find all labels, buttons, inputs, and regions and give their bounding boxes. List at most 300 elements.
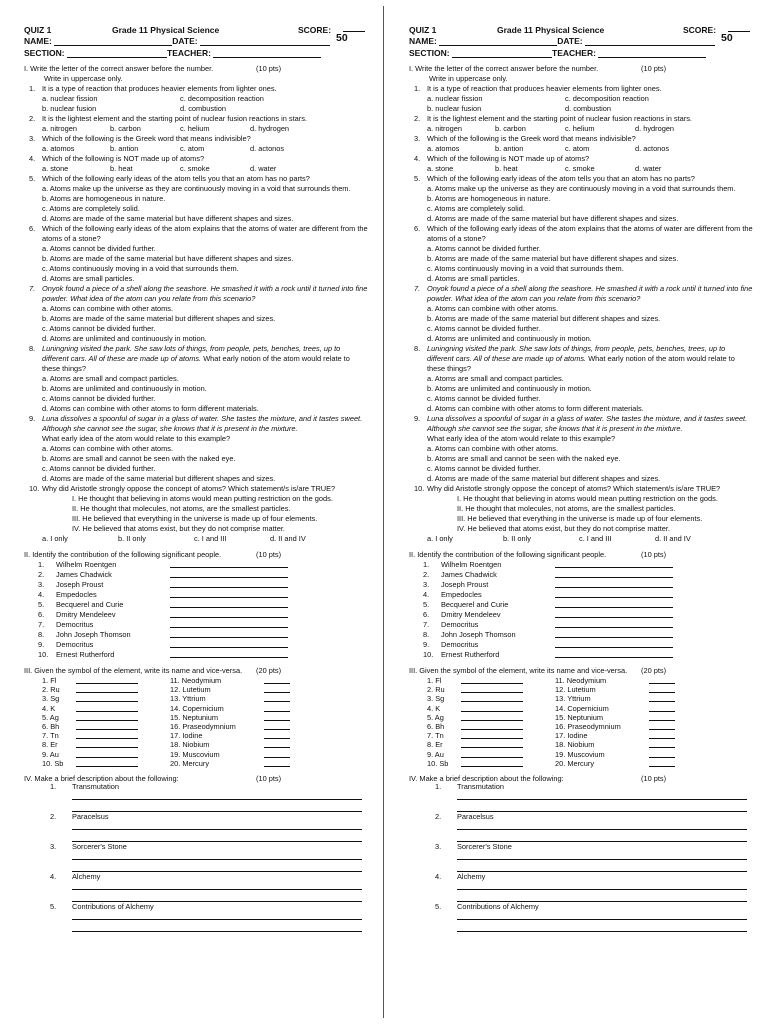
question-2 (24, 114, 369, 124)
choice-b: b. Atoms are unlimited and continuously in motion. (427, 384, 592, 393)
choice-b: b. Atoms are homogeneous in nature. (42, 194, 166, 203)
choice-b: b. Atoms are made of the same material but different shapes and sizes. (42, 314, 276, 323)
answer-blank[interactable] (461, 741, 523, 748)
answer-blank[interactable] (264, 751, 290, 758)
choice-a: a. Atoms can combine with other atoms. (427, 304, 559, 313)
answer-blank[interactable] (555, 620, 673, 628)
part1-title: I. Write the letter of the correct answer before the number. (409, 64, 599, 73)
element-row (24, 759, 369, 768)
item-number: 2. (423, 570, 430, 579)
element-item: 19. Muscovium (555, 749, 605, 759)
answer-blank[interactable] (76, 760, 138, 767)
description-item (409, 812, 754, 842)
element-item: 1. Fl (42, 676, 57, 685)
description-item (24, 902, 369, 932)
answer-blank[interactable] (170, 610, 288, 618)
question-1 (409, 84, 754, 94)
answer-blank[interactable] (461, 714, 523, 721)
choice-c: c. decomposition reaction (565, 94, 649, 103)
topic-name: Transmutation (457, 782, 504, 791)
choice-c: c. Atoms cannot be divided further. (427, 324, 541, 333)
part2-title: II. Identify the contribution of the following significant people. (24, 550, 222, 559)
element-item: 7. Tn (427, 731, 444, 741)
part-2 (24, 550, 369, 660)
person-name: Empedocles (441, 590, 482, 599)
statement-iii: III. He believed that everything in the universe is made up of four elements. (457, 514, 703, 523)
choice-d: d. actonos (250, 144, 285, 153)
choice-c: c. smoke (180, 164, 210, 173)
answer-blank[interactable] (555, 610, 673, 618)
question-5 (409, 174, 754, 184)
answer-line[interactable] (72, 829, 362, 830)
answer-blank[interactable] (170, 580, 288, 588)
item-number: 5. (50, 902, 57, 911)
answer-line[interactable] (457, 829, 747, 830)
answer-blank[interactable] (649, 677, 675, 684)
choice-a: a. nitrogen (42, 124, 77, 133)
subject-title: Grade 11 Physical Science (497, 25, 605, 35)
element-row (24, 722, 369, 731)
part-2 (409, 550, 754, 660)
choice-b: b. Atoms are homogeneous in nature. (427, 194, 551, 203)
statement-i: I. He thought that believing in atoms would mean putting restriction on the gods. (72, 494, 333, 503)
choice-c: c. helium (180, 124, 210, 133)
answer-blank[interactable] (76, 751, 138, 758)
section-field[interactable] (452, 49, 552, 58)
q-number: 5. (414, 174, 421, 183)
answer-blank[interactable] (461, 723, 523, 730)
q-text: Luna dissolves a spoonful of sugar in a glass of water. She tastes the mixture, and it tastes sweet. Although she cannot see the sugar, she knows that it is present in the mixture. (427, 414, 748, 433)
page-divider (383, 6, 384, 1018)
choice-d: d. actonos (635, 144, 670, 153)
choice-a: a. Atoms cannot be divided further. (427, 244, 541, 253)
description-item (24, 782, 369, 812)
date-field[interactable] (585, 37, 715, 46)
teacher-field[interactable] (213, 49, 321, 58)
answer-blank[interactable] (264, 686, 290, 693)
element-row (409, 676, 754, 685)
item-number: 1. (50, 782, 57, 791)
topic-name: Contributions of Alchemy (457, 902, 539, 911)
element-row (24, 731, 369, 740)
q-text: Onyok found a piece of a shell along the seashore. He smashed it with a rock until it turned into fine powder. What idea of the atom can you relate from this scenario? (427, 284, 753, 303)
person-name: Ernest Rutherford (56, 650, 115, 659)
part1-subtitle: Write in uppercase only. (44, 74, 123, 83)
person-item (24, 600, 369, 610)
element-item: 1. Fl (427, 676, 442, 685)
element-item: 15. Neptunium (555, 712, 604, 722)
subject-title: Grade 11 Physical Science (112, 25, 220, 35)
person-item (24, 580, 369, 590)
section-field[interactable] (67, 49, 167, 58)
element-item: 3. Sg (427, 694, 445, 704)
question-9 (409, 414, 754, 444)
choice-b: b. Atoms are small and cannot be seen with the naked eye. (427, 454, 621, 463)
choice-d: d. Atoms are made of the same material but have different shapes and sizes. (427, 214, 679, 223)
choice-a: a. Atoms can combine with other atoms. (42, 444, 174, 453)
item-number: 4. (50, 872, 57, 881)
element-item: 10. Sb (42, 758, 64, 768)
description-item (409, 872, 754, 902)
topic-name: Alchemy (457, 872, 486, 881)
choice-c: c. helium (565, 124, 595, 133)
answer-blank[interactable] (649, 741, 675, 748)
item-number: 7. (38, 620, 45, 629)
answer-blank[interactable] (76, 695, 138, 702)
person-name: Wilhelm Roentgen (56, 560, 117, 569)
question-10 (409, 484, 754, 494)
part4-points: (10 pts) (256, 774, 282, 783)
q-text-2: What early idea of the atom would relate to this example? (42, 434, 231, 443)
question-2 (409, 114, 754, 124)
element-row (24, 750, 369, 759)
part1-subtitle: Write in uppercase only. (429, 74, 508, 83)
q-number: 6. (414, 224, 421, 233)
answer-blank[interactable] (170, 600, 288, 608)
answer-blank[interactable] (264, 741, 290, 748)
choice-c: c. Atoms continuously moving in a void that surrounds them. (427, 264, 624, 273)
answer-line[interactable] (457, 799, 747, 800)
choice-d: d. water (250, 164, 277, 173)
question-3 (409, 134, 754, 144)
question-8 (409, 344, 754, 374)
answer-line[interactable] (457, 919, 747, 920)
choice-b: b. II only (118, 534, 146, 543)
score-total: 50 (336, 32, 348, 44)
person-item (409, 630, 754, 640)
person-name: James Chadwick (56, 570, 112, 579)
answer-blank[interactable] (264, 695, 290, 702)
person-name: Dmitry Mendeleev (56, 610, 116, 619)
answer-blank[interactable] (649, 714, 675, 721)
q-number: 9. (414, 414, 421, 423)
person-name: Empedocles (56, 590, 97, 599)
part1-points: (10 pts) (256, 64, 282, 73)
element-item: 5. Ag (42, 712, 59, 722)
q-text: Which of the following is NOT made up of atoms? (427, 154, 590, 163)
q-text: Which of the following is the Greek word that means indivisible? (427, 134, 636, 143)
answer-line[interactable] (457, 859, 747, 860)
item-number: 3. (38, 580, 45, 589)
topic-name: Transmutation (72, 782, 119, 791)
answer-blank[interactable] (264, 760, 290, 767)
question-7 (409, 284, 754, 304)
answer-blank[interactable] (170, 630, 288, 638)
statement-iii: III. He believed that everything in the universe is made up of four elements. (72, 514, 318, 523)
part2-points: (10 pts) (256, 550, 282, 559)
question-3 (24, 134, 369, 144)
choice-c: c. I and III (579, 534, 612, 543)
choice-a: a. I only (42, 534, 68, 543)
answer-blank[interactable] (555, 560, 673, 568)
item-number: 8. (38, 630, 45, 639)
answer-blank[interactable] (264, 723, 290, 730)
answer-blank[interactable] (555, 600, 673, 608)
item-number: 3. (50, 842, 57, 851)
topic-name: Paracelsus (457, 812, 494, 821)
answer-blank[interactable] (555, 590, 673, 598)
choice-d: d. Atoms can combine with other atoms to form different materials. (427, 404, 644, 413)
quiz-page-right (385, 0, 768, 1024)
answer-line[interactable] (72, 859, 362, 860)
element-row (409, 713, 754, 722)
choice-d: d. Atoms are made of the same material but different shapes and sizes. (42, 474, 276, 483)
element-item: 17. Iodine (555, 731, 588, 741)
choice-d: d. Atoms are unlimited and continuously in motion. (427, 334, 592, 343)
answer-blank[interactable] (76, 732, 138, 739)
q-number: 8. (29, 344, 36, 353)
person-item (24, 620, 369, 630)
score-label: SCORE: (683, 25, 717, 35)
answer-blank[interactable] (555, 650, 673, 658)
q-number: 7. (414, 284, 421, 293)
item-number: 5. (423, 600, 430, 609)
q-text: It is a type of reaction that produces heavier elements from lighter ones. (42, 84, 277, 93)
person-name: John Joseph Thomson (441, 630, 516, 639)
choice-b: b. heat (495, 164, 518, 173)
date-field[interactable] (200, 37, 330, 46)
choice-c: c. Atoms cannot be divided further. (427, 464, 541, 473)
quiz-header (24, 22, 369, 58)
choice-d: d. Atoms are made of the same material but have different shapes and sizes. (42, 214, 294, 223)
answer-blank[interactable] (76, 705, 138, 712)
element-row (409, 722, 754, 731)
q-text-2: What early idea of the atom would relate to this example? (427, 434, 616, 443)
choice-a: a. nitrogen (427, 124, 462, 133)
statement-ii: II. He thought that molecules, not atoms, are the smallest particles. (457, 504, 676, 513)
choice-d: d. hydrogen (635, 124, 675, 133)
answer-blank[interactable] (649, 732, 675, 739)
score-blank[interactable] (343, 22, 365, 32)
topic-name: Sorcerer's Stone (72, 842, 127, 851)
choice-b: b. Atoms are small and cannot be seen with the naked eye. (42, 454, 236, 463)
name-field[interactable] (439, 37, 557, 46)
person-name: John Joseph Thomson (56, 630, 131, 639)
answer-blank[interactable] (170, 620, 288, 628)
choice-d: d. Atoms are unlimited and continuously in motion. (42, 334, 207, 343)
choice-c: c. decomposition reaction (180, 94, 264, 103)
topic-name: Sorcerer's Stone (457, 842, 512, 851)
answer-line[interactable] (457, 889, 747, 890)
quiz-sheet (409, 22, 754, 932)
q-number: 4. (414, 154, 421, 163)
person-item (409, 640, 754, 650)
answer-blank[interactable] (461, 751, 523, 758)
topic-name: Paracelsus (72, 812, 109, 821)
person-item (24, 630, 369, 640)
description-item (409, 782, 754, 812)
person-name: Democritus (56, 620, 94, 629)
element-row (24, 704, 369, 713)
choice-a: a. stone (42, 164, 69, 173)
answer-blank[interactable] (264, 705, 290, 712)
answer-blank[interactable] (76, 741, 138, 748)
item-number: 9. (38, 640, 45, 649)
part3-title: III. Given the symbol of the element, write its name and vice-versa. (409, 666, 628, 675)
answer-blank[interactable] (461, 686, 523, 693)
choice-b: b. Atoms are unlimited and continuously in motion. (42, 384, 207, 393)
choice-b: b. nuclear fusion (427, 104, 482, 113)
element-row (409, 740, 754, 749)
q-text: Luna dissolves a spoonful of sugar in a glass of water. She tastes the mixture, and it tastes sweet. Although she cannot see the sugar, she knows that it is present in the mixture. (42, 414, 363, 433)
element-row (24, 713, 369, 722)
quiz-sheet (24, 22, 369, 932)
element-item: 4. K (42, 703, 56, 713)
choice-d: d. II and IV (655, 534, 691, 543)
q-text: Which of the following is NOT made up of atoms? (42, 154, 205, 163)
person-item (409, 560, 754, 570)
question-10 (24, 484, 369, 494)
answer-line[interactable] (72, 919, 362, 920)
part-4 (24, 774, 369, 932)
element-item: 4. K (427, 703, 441, 713)
item-number: 3. (435, 842, 442, 851)
answer-blank[interactable] (76, 677, 138, 684)
q-number: 3. (414, 134, 421, 143)
choice-b: b. II only (503, 534, 531, 543)
element-item: 7. Tn (42, 731, 59, 741)
choice-b: b. Atoms are made of the same material but have different shapes and sizes. (42, 254, 294, 263)
element-row (409, 685, 754, 694)
answer-blank[interactable] (461, 695, 523, 702)
item-number: 5. (38, 600, 45, 609)
answer-blank[interactable] (555, 580, 673, 588)
question-5 (24, 174, 369, 184)
q-text: Which of the following early ideas of the atom explains that the atoms of water are different from the atoms of a stone? (42, 224, 368, 243)
answer-blank[interactable] (649, 695, 675, 702)
q-number: 8. (414, 344, 421, 353)
element-row (24, 694, 369, 703)
choice-a: a. Atoms can combine with other atoms. (42, 304, 174, 313)
question-8 (24, 344, 369, 374)
question-4 (409, 154, 754, 164)
element-item: 12. Lutetium (170, 685, 211, 695)
answer-blank[interactable] (649, 723, 675, 730)
q-number: 6. (29, 224, 36, 233)
choice-a: a. I only (427, 534, 453, 543)
element-item: 13. Yttrium (555, 694, 591, 704)
choice-c: c. Atoms are completely solid. (427, 204, 525, 213)
person-name: James Chadwick (441, 570, 497, 579)
q-number: 1. (414, 84, 421, 93)
choice-d: d. combustion (565, 104, 612, 113)
name-label: NAME: (409, 36, 437, 46)
answer-blank[interactable] (76, 714, 138, 721)
answer-blank[interactable] (264, 714, 290, 721)
answer-blank[interactable] (555, 640, 673, 648)
choice-c: c. Atoms cannot be divided further. (42, 324, 156, 333)
choice-c: c. atom (180, 144, 205, 153)
answer-blank[interactable] (170, 570, 288, 578)
name-field[interactable] (54, 37, 172, 46)
element-item: 17. Iodine (170, 731, 203, 741)
item-number: 7. (423, 620, 430, 629)
answer-line[interactable] (72, 931, 362, 932)
answer-blank[interactable] (76, 686, 138, 693)
answer-blank[interactable] (264, 732, 290, 739)
answer-blank[interactable] (649, 751, 675, 758)
choice-a: a. atomos (42, 144, 75, 153)
answer-blank[interactable] (461, 705, 523, 712)
item-number: 6. (423, 610, 430, 619)
answer-blank[interactable] (649, 705, 675, 712)
quiz-page-left (0, 0, 383, 1024)
choice-a: a. Atoms can combine with other atoms. (427, 444, 559, 453)
q-text: Why did Aristotle strongly oppose the concept of atoms? Which statement/s is/are TRUE? (427, 484, 721, 493)
description-item (409, 902, 754, 932)
answer-blank[interactable] (649, 760, 675, 767)
element-row (409, 759, 754, 768)
answer-blank[interactable] (76, 723, 138, 730)
choice-d: d. II and IV (270, 534, 306, 543)
q-number: 10. (29, 484, 40, 493)
choice-d: d. Atoms are small particles. (427, 274, 520, 283)
part-1 (409, 64, 754, 544)
choice-a: a. atomos (427, 144, 460, 153)
answer-blank[interactable] (649, 686, 675, 693)
description-item (409, 842, 754, 872)
part1-title: I. Write the letter of the correct answer before the number. (24, 64, 214, 73)
part3-title: III. Given the symbol of the element, write its name and vice-versa. (24, 666, 243, 675)
answer-blank[interactable] (461, 760, 523, 767)
question-6 (24, 224, 369, 244)
q-number: 9. (29, 414, 36, 423)
answer-blank[interactable] (264, 677, 290, 684)
choice-c: c. Atoms are completely solid. (42, 204, 140, 213)
date-label: DATE: (557, 36, 583, 46)
part4-title: IV. Make a brief description about the following: (24, 774, 179, 783)
person-name: Becquerel and Curie (441, 600, 509, 609)
statement-ii: II. He thought that molecules, not atoms, are the smallest particles. (72, 504, 291, 513)
answer-blank[interactable] (170, 640, 288, 648)
person-name: Democritus (441, 620, 479, 629)
answer-blank[interactable] (170, 560, 288, 568)
quiz-header (409, 22, 754, 58)
q-text: Why did Aristotle strongly oppose the concept of atoms? Which statement/s is/are TRUE? (42, 484, 336, 493)
answer-blank[interactable] (555, 630, 673, 638)
person-name: Democritus (56, 640, 94, 649)
answer-blank[interactable] (461, 732, 523, 739)
q-number: 1. (29, 84, 36, 93)
q-number: 2. (414, 114, 421, 123)
part-3 (409, 666, 754, 768)
part2-points: (10 pts) (641, 550, 667, 559)
element-item: 18. Niobium (170, 740, 210, 750)
score-blank[interactable] (728, 22, 750, 32)
choice-a: a. Atoms make up the universe as they are continuously moving in a void that surrounds them. (42, 184, 351, 193)
teacher-label: TEACHER: (552, 48, 596, 58)
element-item: 20. Mercury (170, 758, 210, 768)
answer-line[interactable] (457, 931, 747, 932)
element-item: 11. Neodymium (170, 676, 222, 685)
answer-blank[interactable] (170, 650, 288, 658)
teacher-field[interactable] (598, 49, 706, 58)
answer-blank[interactable] (555, 570, 673, 578)
answer-blank[interactable] (461, 677, 523, 684)
section-label: SECTION: (24, 48, 65, 58)
answer-blank[interactable] (170, 590, 288, 598)
item-number: 9. (423, 640, 430, 649)
answer-line[interactable] (72, 799, 362, 800)
person-item (409, 580, 754, 590)
quiz-title: QUIZ 1 (24, 25, 52, 35)
answer-line[interactable] (72, 889, 362, 890)
element-item: 14. Copernicium (170, 703, 224, 713)
person-name: Joseph Proust (441, 580, 489, 589)
person-item (409, 600, 754, 610)
name-label: NAME: (24, 36, 52, 46)
element-item: 19. Muscovium (170, 749, 220, 759)
